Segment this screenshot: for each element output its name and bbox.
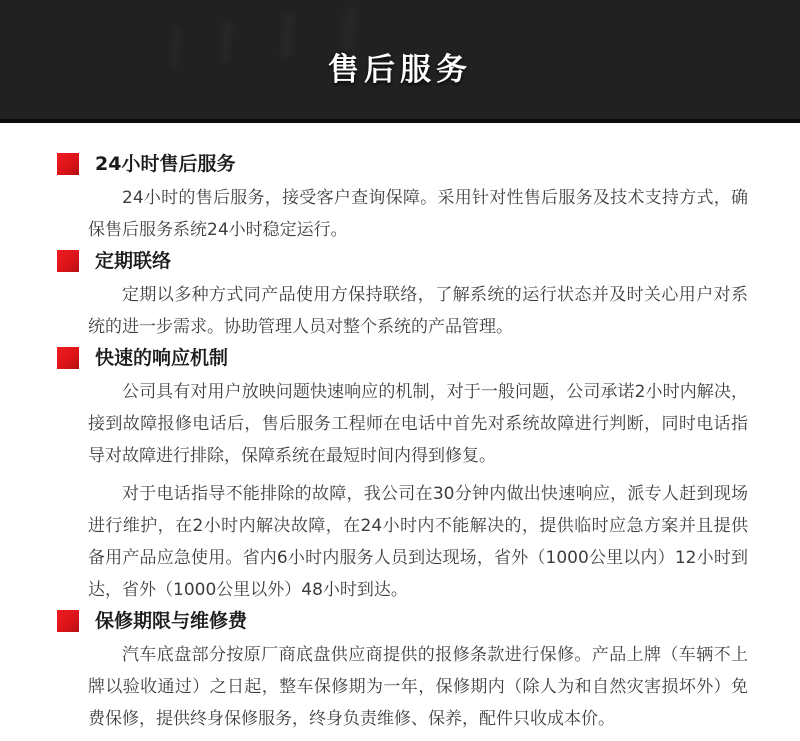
section-paragraph: 对于电话指导不能排除的故障，我公司在30分钟内做出快速响应，派专人赶到现场进行维护，在2小时内解决故障，在24小时内不能解决的，提供临时应急方案并且提供备用产品应急使用。省内6小时内服务人员到达现场，省外（1000公里以内）12小时到达，省外（1000公里以外）48小时到达。 bbox=[88, 484, 748, 600]
section-paragraph: 汽车底盘部分按原厂商底盘供应商提供的报修条款进行保修。产品上牌（车辆不上牌以验收通过）之日起，整车保修期为一年，保修期内（除人为和自然灾害损坏外）免费保修，提供终身保修服务，终身负责维修、保养，配件只收成本价。 bbox=[88, 645, 748, 729]
section-24h-service bbox=[57, 153, 748, 246]
content-area bbox=[0, 123, 800, 735]
section-paragraph: 公司具有对用户放映问题快速响应的机制，对于一般问题，公司承诺2小时内解决，接到故障报修电话后，售后服务工程师在电话中首先对系统故障进行判断，同时电话指导对故障进行排除，保障系统在最短时间内得到修复。 bbox=[88, 382, 748, 466]
section-header bbox=[57, 347, 748, 369]
section-header bbox=[57, 153, 748, 175]
red-square-bullet-icon bbox=[57, 610, 79, 632]
section-regular-contact bbox=[57, 250, 748, 343]
header-banner bbox=[0, 0, 800, 123]
red-square-bullet-icon bbox=[57, 347, 79, 369]
section-rapid-response bbox=[57, 347, 748, 606]
red-square-bullet-icon bbox=[57, 153, 79, 175]
section-warranty bbox=[57, 610, 748, 735]
section-header bbox=[57, 610, 748, 632]
section-title: 保修期限与维修费 bbox=[95, 610, 248, 632]
red-square-bullet-icon bbox=[57, 250, 79, 272]
section-header bbox=[57, 250, 748, 272]
section-title: 24小时售后服务 bbox=[95, 153, 236, 175]
section-paragraph: 定期以多种方式同产品使用方保持联络，了解系统的运行状态并及时关心用户对系统的进一步需求。协助管理人员对整个系统的产品管理。 bbox=[88, 285, 748, 337]
section-title: 快速的响应机制 bbox=[95, 347, 229, 369]
section-paragraph: 24小时的售后服务，接受客户查询保障。采用针对性售后服务及技术支持方式，确保售后服务系统24小时稳定运行。 bbox=[88, 188, 748, 240]
page-title: 售后服务 bbox=[328, 52, 472, 88]
section-title: 定期联络 bbox=[95, 250, 172, 272]
